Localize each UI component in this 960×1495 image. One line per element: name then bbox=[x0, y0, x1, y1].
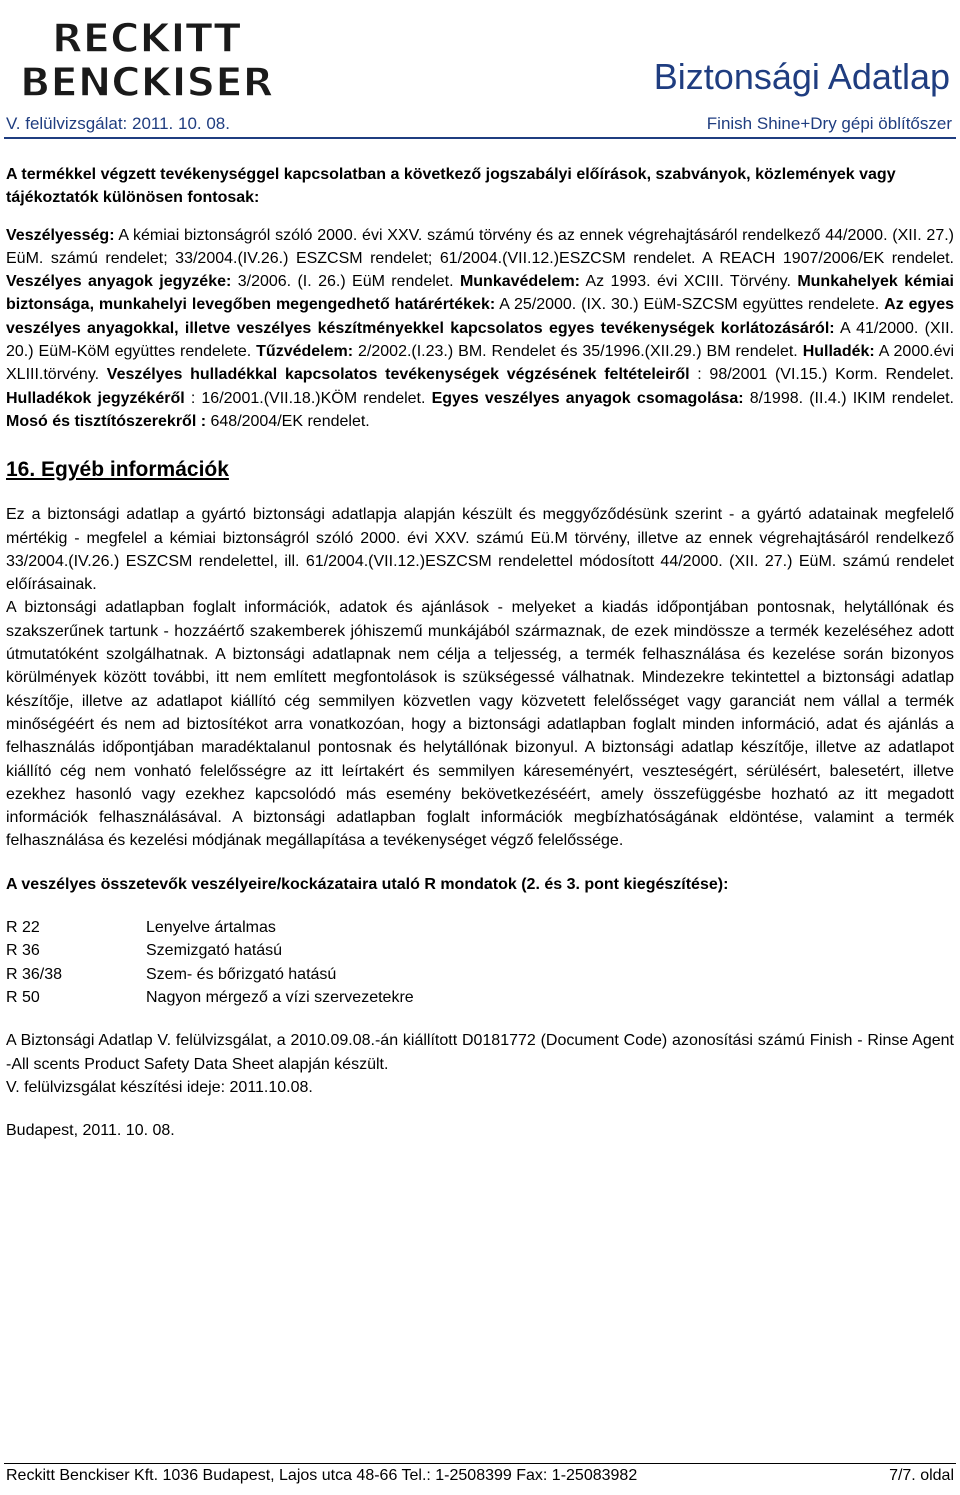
r-phrases-heading: A veszélyes összetevők veszélyeire/kockázataira utaló R mondatok (2. és 3. pont kiegészítése): bbox=[6, 875, 729, 893]
section-16-paragraph-2: A biztonsági adatlapban foglalt információk, adatok és ajánlások - melyeket a kiadás időpontjában pontosnak, helytállónak és szakszerűnek tartunk - hozzáértő szakemberek jóhiszemű munkájából származnak, de ezek mindössze a termék kezeléséhez adott útmutatóként szolgálhatnak. A biztonsági adatlapnak nem célja a teljesség, a termék felhasználása és kezelése során bizonyos körülmények között további, itt nem említett megfontolások is szükségessé válhatnak. Mindezekre tekintettel a biztonsági adatlap készítője, illetve az adatlapot kiállító cég semmilyen közvetlen vagy közvetett felelősséget vagy garanciát nem vállal a termék minőségéért és nem ad biztosítékot arra vonatkozóan, hogy a biztonsági adatlapban foglalt minden információ, adat és ajánlás a felhasználás időpontjában maradéktalanul pontosnak és helytállónak bizonyul. A biztonsági adatlap készítője, illetve az adatlapot kiállító cég nem vonható felelősségre az itt leírtakért és semmilyen káreseményért, veszteségért, sérülésért, balesetért, illetve ezekhez hasonló vagy ezekhez kapcsolódó más esemény bekövetkezéséért, amely összefüggésbe hozható az itt megadott információk felhasználásával. A biztonsági adatlapban foglalt információk megbízhatóságának eldöntése, valamint a termék felhasználása és kezelési módjának megállapítása a tevékenységet végző felelőssége. bbox=[6, 599, 954, 850]
product-name: Finish Shine+Dry gépi öblítőszer bbox=[706, 114, 952, 133]
document-title: Biztonsági Adatlap bbox=[653, 56, 950, 97]
r-phrase-row bbox=[6, 939, 414, 962]
regulation-reference: : 98/2001 (VI.15.) Korm. Rendelet. bbox=[689, 366, 954, 384]
regulation-reference: 3/2006. (I. 26.) EüM rendelet. bbox=[231, 273, 460, 291]
regulation-reference: 8/1998. (II.4.) IKIM rendelet. bbox=[743, 389, 955, 407]
regulation-topic: Munkahelyek kémiai biztonsága, munkahelyi levegőben megengedhető határértékek: bbox=[6, 273, 955, 314]
logo-line1: RECKITT bbox=[52, 16, 241, 62]
r-phrase-code: R 36/38 bbox=[6, 965, 63, 983]
regulation-topic: Veszélyes anyagok jegyzéke: bbox=[6, 273, 232, 291]
section-16-paragraph-1: Ez a biztonsági adatlap a gyártó biztonsági adatlapja alapján készült és meggyőződésünk szerint - a gyártó adatainak megfelelő mértékig - megfelel a kémiai biztonságról szóló 2000. évi XXV. számú Eü.M törvény, illetve az ennek végrehajtásáról rendelkező 33/2004.(IV.26.) ESZCSM rendelettel, ill. 61/2004.(VII.12.)ESZCSM rendelettel módosított 44/2000. (XII. 27.) EüM. számú rendelet előírásainak. bbox=[6, 506, 954, 594]
footer-company-info: Reckitt Benckiser Kft. 1036 Budapest, Lajos utca 48-66 Tel.: 1-2508399 Fax: 1-25083982 bbox=[6, 1467, 638, 1484]
regulations-list bbox=[6, 224, 954, 434]
r-phrase-text: Lenyelve ártalmas bbox=[146, 919, 276, 937]
r-phrase-code: R 50 bbox=[6, 988, 40, 1006]
regulations-intro: A termékkel végzett tevékenységgel kapcsolatban a következő jogszabályi előírások, szabványok, közlemények vagy tájékoztatók különösen fontosak: bbox=[6, 166, 896, 207]
regulation-reference: A kémiai biztonságról szóló 2000. évi XXV. számú törvény és az ennek végrehajtásáról rendelkező 44/2000. (XII. 27.) EüM. számú rendelet; 33/2004.(IV.26.) ESZCSM rendelet; 61/2004.(VII.12.)ESZCSM rendelet. A REACH 1907/2006/EK rendelet. bbox=[6, 226, 954, 267]
r-phrase-row bbox=[6, 963, 414, 986]
preparation-date: V. felülvizsgálat készítési ideje: 2011.10.08. bbox=[6, 1078, 313, 1096]
regulation-reference: Az 1993. évi XCIII. Törvény. bbox=[580, 273, 798, 291]
regulation-reference: A 2000.évi XLIII.törvény. bbox=[6, 343, 955, 384]
revision-date: V. felülvizsgálat: 2011. 10. 08. bbox=[6, 114, 230, 133]
regulation-reference: A 25/2000. (IX. 30.) EüM-SZCSM együttes rendelete. bbox=[495, 296, 885, 314]
regulation-topic: Veszélyesség: bbox=[6, 226, 115, 244]
page-footer bbox=[6, 1467, 954, 1485]
r-phrase-code: R 22 bbox=[6, 919, 40, 937]
reckitt-benckiser-logo bbox=[18, 10, 288, 102]
r-phrases-table bbox=[6, 916, 414, 1009]
r-phrase-code: R 36 bbox=[6, 942, 40, 960]
document-body bbox=[6, 163, 954, 1142]
regulation-reference: A 41/2000. (XII. 20.) EüM-KöM együttes rendelete. bbox=[6, 319, 954, 361]
r-phrase-text: Nagyon mérgező a vízi szervezetekre bbox=[146, 988, 414, 1006]
regulation-reference: 648/2004/EK rendelet. bbox=[206, 412, 370, 430]
header-divider bbox=[4, 137, 956, 139]
place-and-date: Budapest, 2011. 10. 08. bbox=[6, 1122, 175, 1140]
regulation-topic: Tűzvédelem: bbox=[256, 343, 354, 361]
r-phrase-row bbox=[6, 916, 414, 939]
page-number: 7/7. oldal bbox=[889, 1467, 954, 1484]
r-phrase-row bbox=[6, 986, 414, 1009]
regulation-reference: 2/2002.(I.23.) BM. Rendelet és 35/1996.(XII.29.) BM rendelet. bbox=[353, 343, 803, 361]
regulation-topic: Egyes veszélyes anyagok csomagolása: bbox=[431, 389, 744, 407]
regulation-topic: Hulladékok jegyzékéről bbox=[6, 389, 185, 407]
regulation-topic: Mosó és tisztítószerekről : bbox=[6, 412, 207, 430]
footer-divider bbox=[4, 1463, 956, 1464]
regulation-topic: Munkavédelem: bbox=[459, 273, 580, 291]
regulation-topic: Az egyes veszélyes anyagokkal, illetve veszélyes készítményekkel kapcsolatos egyes tevékenységek korlátozásáról: bbox=[6, 296, 954, 337]
logo-line2: BENCKISER bbox=[20, 60, 274, 102]
regulation-topic: Veszélyes hulladékkal kapcsolatos tevékenységek végzésének feltételeiről bbox=[106, 366, 690, 384]
section-16-title: 16. Egyéb információk bbox=[6, 458, 229, 482]
regulation-topic: Hulladék: bbox=[802, 343, 875, 361]
r-phrase-text: Szemizgató hatású bbox=[146, 942, 283, 960]
source-reference: A Biztonsági Adatlap V. felülvizsgálat, a 2010.09.08.-án kiállított D0181772 (Document Code) azonosítási számú Finish - Rinse Agent -All scents Product Safety Data Sheet alapján készült. bbox=[6, 1032, 954, 1073]
regulation-reference: : 16/2001.(VII.18.)KÖM rendelet. bbox=[184, 389, 432, 407]
r-phrase-text: Szem- és bőrizgató hatású bbox=[146, 965, 337, 983]
